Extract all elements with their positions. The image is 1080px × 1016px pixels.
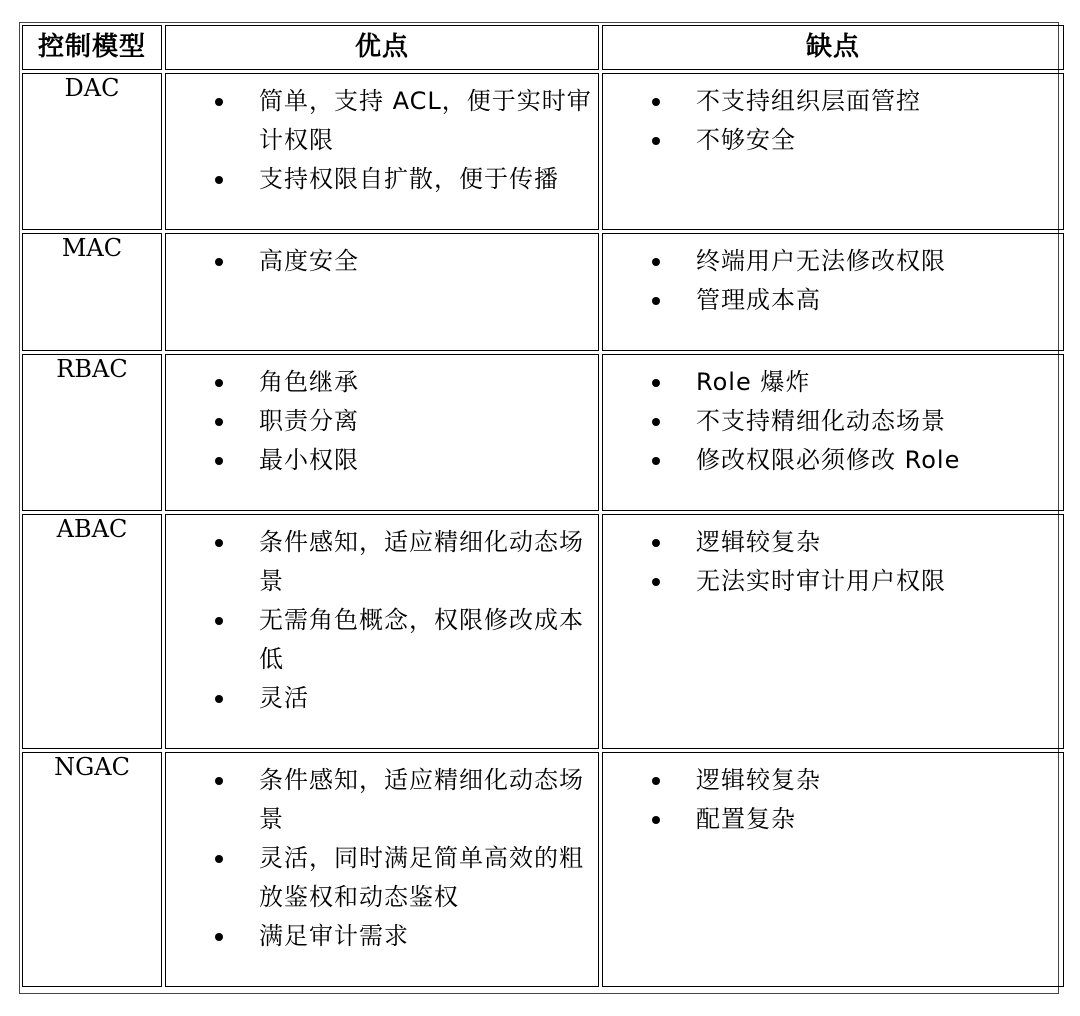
bullet-icon xyxy=(215,457,223,465)
list-item-text: 管理成本高 xyxy=(696,286,821,314)
list-item-text: 角色继承 xyxy=(259,368,359,396)
list-item xyxy=(603,281,1063,320)
list-item-text: 高度安全 xyxy=(259,247,359,275)
cons-cell xyxy=(602,514,1064,749)
bullet-icon xyxy=(215,617,223,625)
list-item-text: 无需角色概念，权限修改成本低 xyxy=(259,606,584,673)
list-item xyxy=(603,523,1063,562)
list-item xyxy=(166,917,598,956)
list-item-text: 条件感知，适应精细化动态场景 xyxy=(259,528,584,595)
list-item-text: 简单，支持 ACL，便于实时审计权限 xyxy=(259,87,592,154)
pros-cell xyxy=(165,354,599,511)
cons-cell xyxy=(602,73,1064,230)
list-item-text: 终端用户无法修改权限 xyxy=(696,247,946,275)
list-item-text: 灵活 xyxy=(259,684,309,712)
list-item-text: 逻辑较复杂 xyxy=(696,766,821,794)
bullet-icon xyxy=(215,777,223,785)
list-item-text: 不支持精细化动态场景 xyxy=(696,407,946,435)
pros-cell xyxy=(165,752,599,987)
list-item-text: 逻辑较复杂 xyxy=(696,528,821,556)
bullet-icon xyxy=(215,98,223,106)
header-cons: 缺点 xyxy=(602,25,1064,70)
bullet-icon xyxy=(652,578,660,586)
list-item-text: 灵活，同时满足简单高效的粗放鉴权和动态鉴权 xyxy=(259,844,584,911)
list-item xyxy=(603,562,1063,601)
table-row xyxy=(22,73,1064,230)
list-item xyxy=(603,363,1063,402)
list-item xyxy=(166,363,598,402)
list-item-text: 修改权限必须修改 Role xyxy=(696,446,961,474)
list-item-text: 职责分离 xyxy=(259,407,359,435)
cons-cell xyxy=(602,354,1064,511)
model-name: ABAC xyxy=(22,514,162,749)
bullet-icon xyxy=(652,816,660,824)
comparison-table xyxy=(19,22,1067,990)
bullet-icon xyxy=(215,933,223,941)
list-item-text: 满足审计需求 xyxy=(259,922,409,950)
bullet-icon xyxy=(652,297,660,305)
bullet-icon xyxy=(652,98,660,106)
list-item xyxy=(166,839,598,917)
bullet-icon xyxy=(652,258,660,266)
list-item-text: 支持权限自扩散，便于传播 xyxy=(259,165,559,193)
cons-cell xyxy=(602,233,1064,351)
model-name: DAC xyxy=(22,73,162,230)
list-item xyxy=(603,441,1063,480)
table-row xyxy=(22,354,1064,511)
header-row xyxy=(22,25,1064,70)
list-item xyxy=(603,242,1063,281)
list-item xyxy=(603,761,1063,800)
list-item-text: 无法实时审计用户权限 xyxy=(696,567,946,595)
model-name: NGAC xyxy=(22,752,162,987)
list-item-text: 不支持组织层面管控 xyxy=(696,87,921,115)
table-row xyxy=(22,752,1064,987)
list-item xyxy=(603,82,1063,121)
list-item xyxy=(166,679,598,718)
table-row xyxy=(22,233,1064,351)
cons-cell xyxy=(602,752,1064,987)
list-item xyxy=(166,82,598,160)
bullet-icon xyxy=(215,176,223,184)
bullet-icon xyxy=(652,379,660,387)
list-item xyxy=(166,601,598,679)
list-item xyxy=(166,441,598,480)
list-item xyxy=(603,121,1063,160)
header-model: 控制模型 xyxy=(22,25,162,70)
bullet-icon xyxy=(652,418,660,426)
bullet-icon xyxy=(215,695,223,703)
list-item xyxy=(166,523,598,601)
list-item xyxy=(166,761,598,839)
model-name: MAC xyxy=(22,233,162,351)
bullet-icon xyxy=(652,539,660,547)
bullet-icon xyxy=(215,379,223,387)
list-item xyxy=(166,402,598,441)
list-item xyxy=(603,800,1063,839)
header-pros: 优点 xyxy=(165,25,599,70)
bullet-icon xyxy=(215,855,223,863)
pros-cell xyxy=(165,514,599,749)
bullet-icon xyxy=(215,258,223,266)
table-row xyxy=(22,514,1064,749)
pros-cell xyxy=(165,233,599,351)
list-item-text: 最小权限 xyxy=(259,446,359,474)
list-item-text: 条件感知，适应精细化动态场景 xyxy=(259,766,584,833)
pros-cell xyxy=(165,73,599,230)
list-item-text: 配置复杂 xyxy=(696,805,796,833)
list-item-text: 不够安全 xyxy=(696,126,796,154)
bullet-icon xyxy=(215,539,223,547)
bullet-icon xyxy=(652,137,660,145)
list-item xyxy=(166,160,598,199)
bullet-icon xyxy=(652,777,660,785)
model-name: RBAC xyxy=(22,354,162,511)
list-item xyxy=(603,402,1063,441)
list-item xyxy=(166,242,598,281)
bullet-icon xyxy=(215,418,223,426)
list-item-text: Role 爆炸 xyxy=(696,368,811,396)
bullet-icon xyxy=(652,457,660,465)
